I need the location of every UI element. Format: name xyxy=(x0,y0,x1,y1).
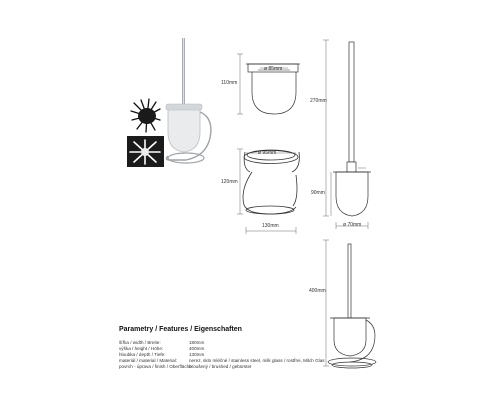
spec-width-label: šířka / width / Breite: xyxy=(119,340,161,345)
spec-width-value: 180mm xyxy=(189,340,205,345)
assembly-drawing xyxy=(328,244,376,368)
brush-total-label: 270mm xyxy=(310,98,327,104)
spec-material-value: nerez, sklo mléčné / stainless steel, milk glass / rostfrei, Milch Glas xyxy=(189,358,325,363)
cup-diameter-label: ø 85mm xyxy=(264,66,283,72)
holder-width-label: 130mm xyxy=(262,223,279,229)
holder-diameter-label: ø 95mm xyxy=(258,150,277,156)
brush-drawing xyxy=(333,42,371,216)
holder-drawing xyxy=(243,150,299,214)
cup-height-label: 110mm xyxy=(221,80,238,86)
spec-finish-value: broušený / brushed / gebürstet xyxy=(189,364,252,369)
spec-material-label: materiál / material / Material: xyxy=(119,358,177,363)
spec-depth-value: 130mm xyxy=(189,352,205,357)
spec-height-label: výška / height / Höhe: xyxy=(119,346,164,351)
holder-height-label: 120mm xyxy=(221,179,238,185)
brush-head-label: 90mm xyxy=(311,190,325,196)
brush-head-white-photo xyxy=(127,136,164,167)
assembly-height-label: 400mm xyxy=(309,288,326,294)
brush-head-photo xyxy=(131,99,160,132)
spec-height-value: 400mm xyxy=(189,346,205,351)
product-photo xyxy=(166,38,211,163)
spec-finish-label: povrch - úprava / finish / Oberfläche: xyxy=(119,364,194,369)
spec-title: Parametry / Features / Eigenschaften xyxy=(119,326,242,333)
brush-head-width-label: ø 70mm xyxy=(343,222,362,228)
spec-depth-label: hloubka / depth / Tiefe: xyxy=(119,352,166,357)
